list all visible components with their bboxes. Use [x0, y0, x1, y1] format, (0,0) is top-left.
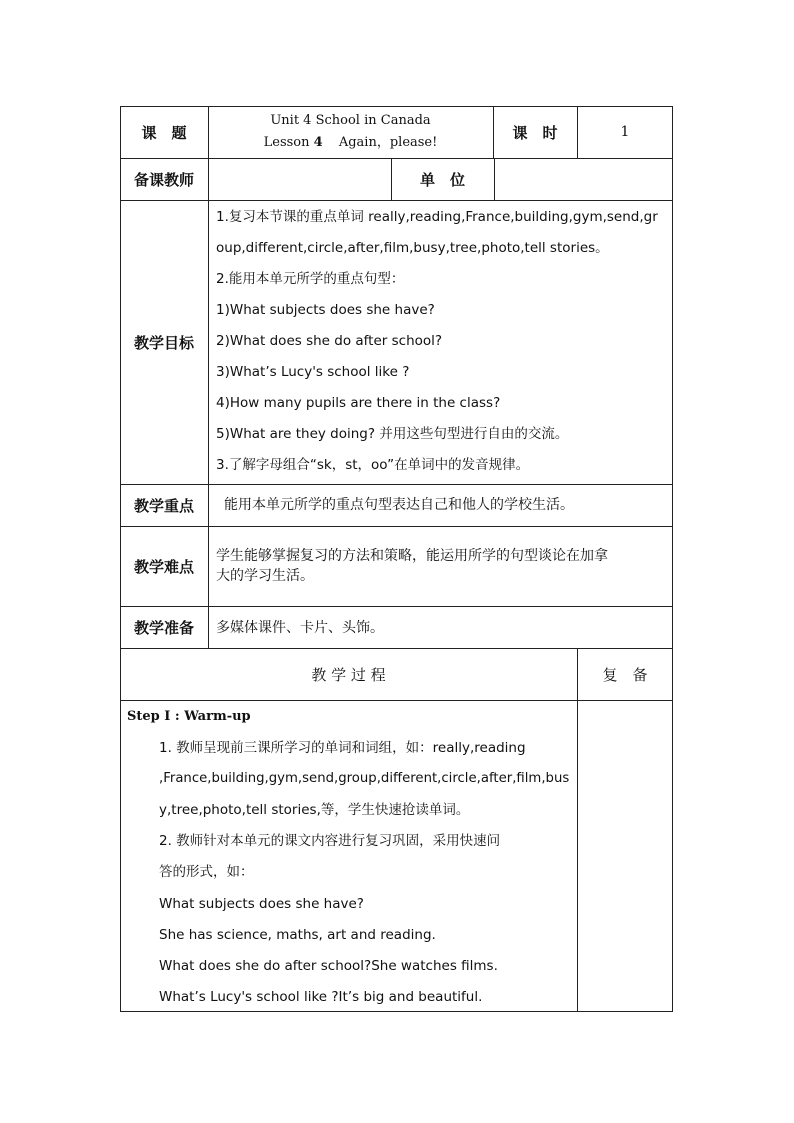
- objective-line: 2.能用本单元所学的重点句型：: [216, 271, 405, 287]
- process-label: 教 学 过 程: [311, 665, 386, 684]
- objective-line: 3.了解字母组合“sk，st，oo”在单词中的发音规律。: [216, 457, 530, 473]
- process-line: What does she do after school?She watches films.: [159, 958, 498, 974]
- period-label: 课 时: [512, 123, 558, 142]
- process-line: What subjects does she have?: [159, 896, 364, 912]
- process-line: y,tree,photo,tell stories,等，学生快速抢读单词。: [159, 802, 470, 818]
- col-divider: [577, 648, 578, 1012]
- difficulties-label: 教学难点: [133, 557, 194, 576]
- notes-label: 复 备: [602, 665, 648, 684]
- preparation-text: 多媒体课件、卡片、头饰。: [216, 620, 384, 636]
- process-line: 2. 教师针对本单元的课文内容进行复习巩固，采用快速问: [159, 833, 501, 849]
- objectives-label: 教学目标: [133, 333, 194, 352]
- process-line: She has science, maths, art and reading.: [159, 927, 436, 943]
- process-line: ,France,building,gym,send,group,different,circle,after,film,bus: [159, 771, 570, 786]
- process-line: 1. 教师呈现前三课所学习的单词和词组，如：really,reading: [159, 740, 526, 756]
- objective-line: 1.复习本节课的重点单词 really,reading,France,building,gym,send,gr: [216, 209, 658, 225]
- topic-value: [208, 106, 493, 158]
- preparation-label: 教学准备: [133, 618, 194, 637]
- objective-line: 2)What does she do after school?: [216, 333, 443, 349]
- lesson-word: Lesson: [263, 135, 310, 150]
- lesson-name: Again，please!: [338, 135, 438, 150]
- lesson-number: 4: [313, 135, 323, 150]
- period-value: 1: [620, 124, 630, 140]
- objective-line: 3)What’s Lucy's school like ?: [216, 364, 410, 380]
- topic-label: 课 题: [141, 123, 187, 142]
- process-line: 答的形式，如：: [159, 864, 254, 880]
- key-points-label: 教学重点: [133, 496, 194, 515]
- teacher-value[interactable]: [208, 158, 391, 200]
- objective-line: 1)What subjects does she have?: [216, 302, 435, 318]
- unit-value[interactable]: [494, 158, 673, 200]
- difficulties-line: 大的学习生活。: [216, 568, 314, 584]
- key-points-text: 能用本单元所学的重点句型表达自己和他人的学校生活。: [224, 497, 574, 513]
- teacher-label: 备课教师: [133, 170, 194, 189]
- step-title: Step I : Warm-up: [127, 709, 251, 724]
- process-line: What’s Lucy's school like ?It’s big and beautiful.: [159, 989, 483, 1005]
- row-divider: [120, 700, 673, 701]
- difficulties-line: 学生能够掌握复习的方法和策略，能运用所学的句型谈论在加拿: [216, 548, 608, 564]
- topic-unit-title: Unit 4 School in Canada: [270, 113, 431, 128]
- unit-label: 单 位: [419, 170, 465, 189]
- topic-lesson-title: [264, 132, 438, 154]
- objective-line: 5)What are they doing? 并用这些句型进行自由的交流。: [216, 426, 569, 442]
- objective-line: 4)How many pupils are there in the class?: [216, 395, 501, 411]
- objective-line: oup,different,circle,after,film,busy,tree,photo,tell stories。: [216, 240, 609, 256]
